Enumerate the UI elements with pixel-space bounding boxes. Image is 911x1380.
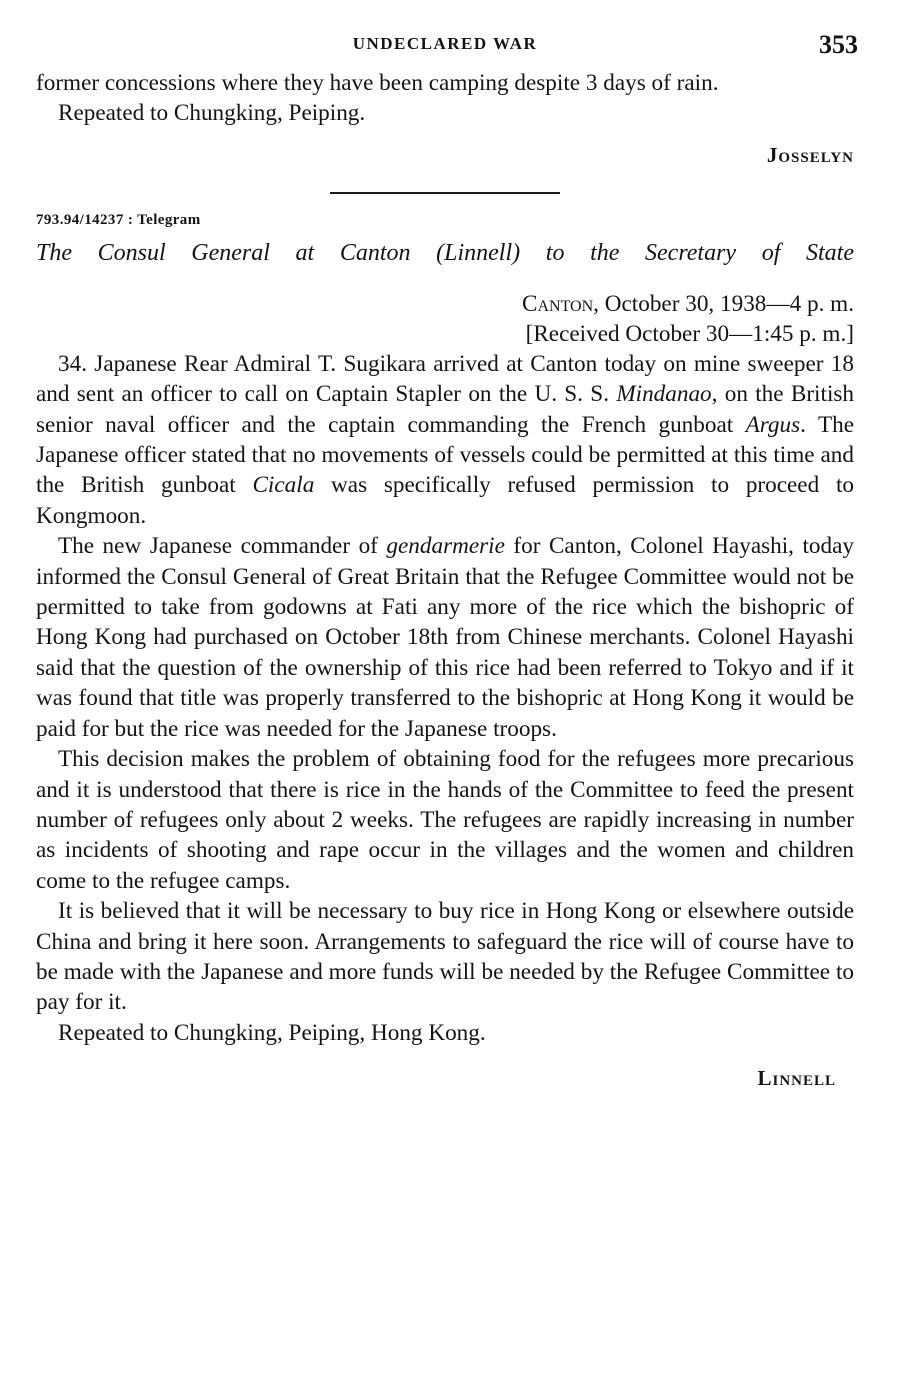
term-gendarmerie: gendarmerie xyxy=(386,533,505,560)
previous-repeated-line: Repeated to Chungking, Peiping. xyxy=(58,100,366,127)
continuation-paragraph: former concessions where they have been camping despite 3 days of rain. xyxy=(36,70,719,96)
document-page xyxy=(36,30,858,1091)
page-number: 353 xyxy=(819,30,858,59)
dateline-sent xyxy=(36,289,854,319)
dateline xyxy=(36,289,854,349)
title-linnell: Linnell xyxy=(444,239,513,266)
paragraph-34: 34. Japanese Rear Admiral T. Sugikara arrived at Canton today on mine sweeper 18 and sent an officer to call on Captain Stapler on the U. S. S. Mindanao, on the British senior naval officer and the captain commanding the French gunboat Argus. The Japanese officer stated that no movements of vessels could be permitted at this time and the British gunboat Cicala was specifically refused permission to proceed to Kongmoon. xyxy=(36,350,855,529)
document-title xyxy=(36,237,854,269)
paragraph-buy-rice: It is believed that it will be necessary to buy rice in Hong Kong or elsewhere outside China and bring it here soon. Arrangements to safeguard the rice will of course have to be made with the Japanese and more funds will be needed by the Refugee Committee to pay for it. xyxy=(36,898,854,1016)
title-part-1: The Consul General at Canton ( xyxy=(36,239,445,266)
title-part-3: ) to the Secretary of State xyxy=(512,239,855,266)
ship-name-cicala: Cicala xyxy=(252,472,315,499)
section-divider-rule xyxy=(330,192,560,194)
ship-name-argus: Argus xyxy=(745,411,801,438)
dateline-received: [Received October 30—1:45 p. m.] xyxy=(525,320,854,347)
dateline-place: Canton xyxy=(522,290,594,317)
paragraph-gendarmerie: The new Japanese commander of gendarmerie for Canton, Colonel Hayashi, today informed the Consul General of Great Britain that the Refugee Committee would not be permitted to take from godowns at Fati any more of the rice which the bishopric of Hong Kong had purchased on October 18th from Chinese merchants. Colonel Hayashi said that the question of the ownership of this rice had been referred to Tokyo and if it was found that title was properly transferred to the bishopric at Hong Kong it would be paid for but the rice was needed for the Japanese troops. xyxy=(36,533,854,742)
running-header xyxy=(36,30,858,68)
dateline-date: , October 30, 1938—4 p. m. xyxy=(593,290,854,317)
signature-josselyn: Josselyn xyxy=(766,142,854,167)
signature-linnell: Linnell xyxy=(757,1066,836,1091)
file-reference: 793.94/14237 : Telegram xyxy=(36,211,201,228)
ship-name-mindanao: Mindanao xyxy=(616,381,712,408)
paragraph-food-decision: This decision makes the problem of obtaining food for the refugees more precarious and it is understood that there is rice in the hands of the Committee to feed the present number of refugees only about 2 weeks. The refugees are rapidly increasing in number as incidents of shooting and rape occur in the villages and the women and children come to the refugee camps. xyxy=(36,746,854,894)
running-title: UNDECLARED WAR xyxy=(352,34,538,53)
repeated-line: Repeated to Chungking, Peiping, Hong Kong. xyxy=(58,1019,486,1046)
